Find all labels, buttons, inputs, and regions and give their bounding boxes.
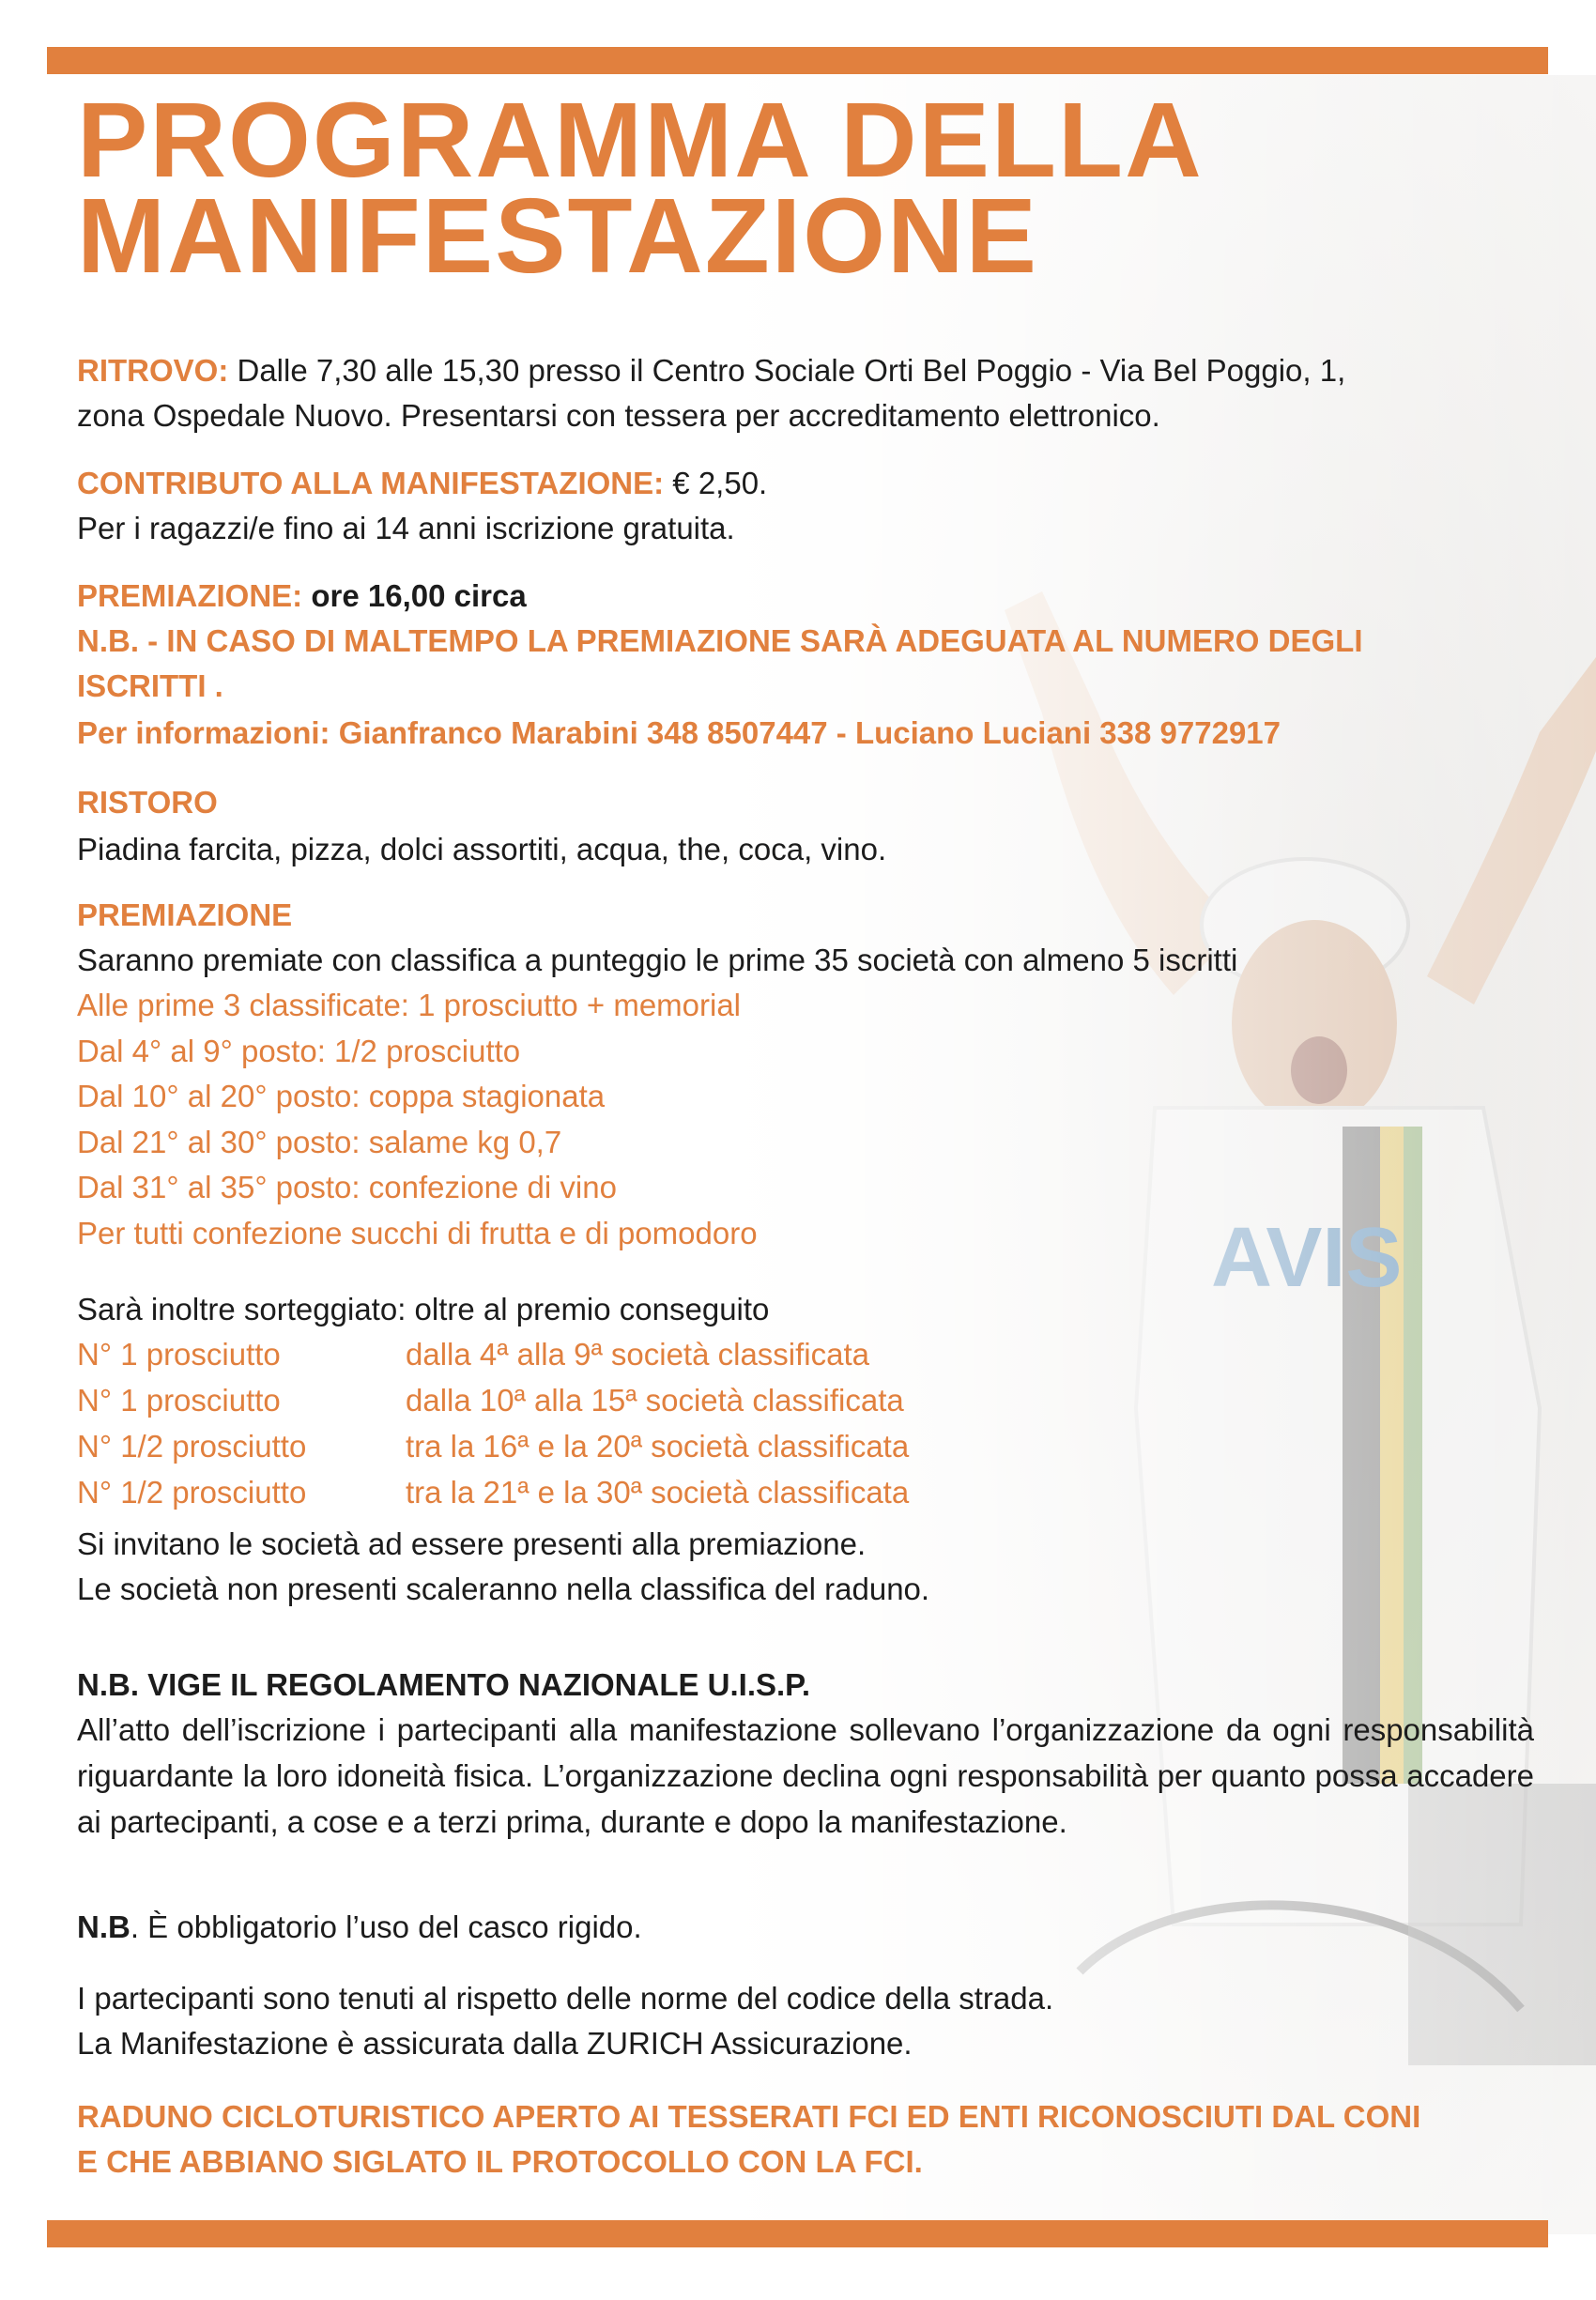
- premiazione-label: PREMIAZIONE: [77, 897, 293, 932]
- contributo-note: Per i ragazzi/e fino ai 14 anni iscrizione gratuita.: [77, 511, 735, 545]
- contributo-label: CONTRIBUTO ALLA MANIFESTAZIONE:: [77, 466, 665, 500]
- sorteggio-intro: Sarà inoltre sorteggiato: oltre al premio conseguito: [77, 1292, 770, 1326]
- ristoro-label: RISTORO: [77, 785, 218, 820]
- premiazione-time-line: PREMIAZIONE: ore 16,00 circa: [77, 578, 527, 613]
- top-accent-bar: [47, 47, 1548, 74]
- norme-line-1: I partecipanti sono tenuti al rispetto delle norme del codice della strada.: [77, 1981, 1054, 2016]
- ritrovo-label: RITROVO:: [77, 353, 229, 388]
- ristoro-text: Piadina farcita, pizza, dolci assortiti, acqua, the, coca, vino.: [77, 832, 887, 866]
- prize-item: Dal 4° al 9° posto: 1/2 prosciutto: [77, 1034, 521, 1068]
- prize-item: Dal 21° al 30° posto: salame kg 0,7: [77, 1125, 562, 1159]
- prize-item: Dal 10° al 20° posto: coppa stagionata: [77, 1079, 606, 1113]
- sorteggio-row: N° 1 prosciutto dalla 4ª alla 9ª società classificata: [77, 1337, 870, 1372]
- ritrovo-line-2: zona Ospedale Nuovo. Presentarsi con tessera per accreditamento elettronico.: [77, 398, 1160, 433]
- sorteggio-row: N° 1 prosciutto dalla 10ª alla 15ª società classificata: [77, 1383, 904, 1418]
- sorteggio-row: N° 1/2 prosciutto tra la 21ª e la 30ª società classificata: [77, 1475, 910, 1510]
- maltempo-note-2: ISCRITTI .: [77, 668, 223, 703]
- title-line-2: MANIFESTAZIONE: [77, 176, 1039, 295]
- maltempo-note-1: N.B. - IN CASO DI MALTEMPO LA PREMIAZIONE SARÀ ADEGUATA AL NUMERO DEGLI: [77, 623, 1363, 658]
- contributo-line: [77, 460, 767, 506]
- norme-line-2: La Manifestazione è assicurata dalla ZURICH Assicurazione.: [77, 2026, 913, 2061]
- prize-item: Dal 31° al 35° posto: confezione di vino: [77, 1170, 617, 1204]
- title-line-1: PROGRAMMA DELLA: [77, 81, 1204, 199]
- regolamento-heading: N.B. VIGE IL REGOLAMENTO NAZIONALE U.I.S.P.: [77, 1667, 811, 1702]
- prize-item: Per tutti confezione succhi di frutta e di pomodoro: [77, 1216, 758, 1250]
- regolamento-text: All’atto dell’iscrizione i partecipanti alla manifestazione sollevano l’organizzazione da ogni responsabilità riguardante la loro idoneità fisica. L’organizzazione declina ogni responsabilità per quanto possa accadere ai partecipanti, a cose e a terzi prima, durante e dopo la manifestazione.: [77, 1712, 1534, 1839]
- casco-line: N.B. È obbligatorio l’uso del casco rigido.: [77, 1909, 642, 1944]
- footer-line-2: E CHE ABBIANO SIGLATO IL PROTOCOLLO CON LA FCI.: [77, 2144, 923, 2179]
- premiazione-time-label: PREMIAZIONE:: [77, 578, 303, 613]
- premiazione-intro: Saranno premiate con classifica a punteggio le prime 35 società con almeno 5 iscritti: [77, 943, 1238, 977]
- prize-item: Alle prime 3 classificate: 1 prosciutto + memorial: [77, 988, 742, 1022]
- contributo-value: € 2,50.: [672, 466, 768, 500]
- sorteggio-row: N° 1/2 prosciutto tra la 16ª e la 20ª società classificata: [77, 1429, 910, 1464]
- invite-line-1: Si invitano le società ad essere presenti alla premiazione.: [77, 1526, 867, 1561]
- ritrovo-line-1: RITROVO: Dalle 7,30 alle 15,30 presso il Centro Sociale Orti Bel Poggio - Via Bel Poggio, 1,: [77, 353, 1346, 388]
- footer-line-1: RADUNO CICLOTURISTICO APERTO AI TESSERATI FCI ED ENTI RICONOSCIUTI DAL CONI: [77, 2099, 1421, 2134]
- bottom-accent-bar: [47, 2220, 1548, 2247]
- invite-line-2: Le società non presenti scaleranno nella classifica del raduno.: [77, 1572, 930, 1606]
- contact-info: Per informazioni: Gianfranco Marabini 348 8507447 - Luciano Luciani 338 9772917: [77, 715, 1281, 750]
- page-title: [77, 81, 1534, 295]
